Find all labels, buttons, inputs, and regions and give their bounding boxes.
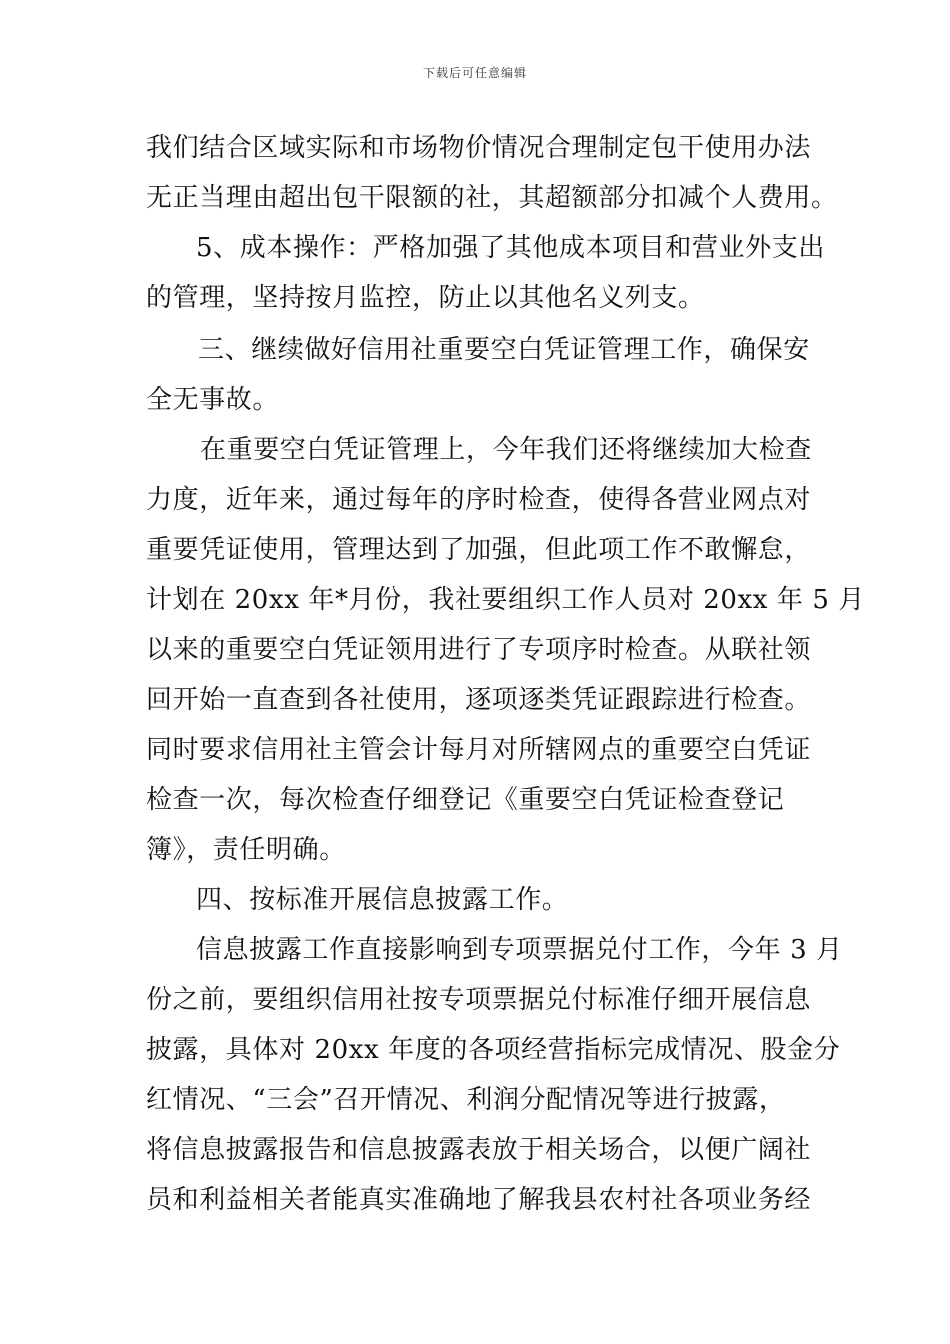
body-line: 披露，具体对 20xx 年度的各项经营指标完成情况、股金分 [146, 1035, 841, 1065]
body-line: 在重要空白凭证管理上，今年我们还将继续加大检查 [200, 435, 812, 465]
body-line: 同时要求信用社主管会计每月对所辖网点的重要空白凭证 [146, 735, 812, 765]
body-line: 回开始一直查到各社使用，逐项逐类凭证跟踪进行检查。 [146, 685, 812, 715]
body-line: 重要凭证使用，管理达到了加强，但此项工作不敢懈怠， [146, 535, 812, 565]
body-line: 力度，近年来，通过每年的序时检查，使得各营业网点对 [146, 485, 812, 515]
page-header: 下载后可任意编辑 [422, 66, 527, 80]
section-heading: 三、继续做好信用社重要空白凭证管理工作，确保安 [198, 335, 810, 365]
body-line: 的管理，坚持按月监控，防止以其他名义列支。 [146, 283, 705, 313]
body-line: 员和利益相关者能真实准确地了解我县农村社各项业务经 [146, 1185, 812, 1215]
body-line: 信息披露工作直接影响到专项票据兑付工作，今年 3 月 [196, 935, 843, 965]
body-line: 簿》，责任明确。 [146, 835, 346, 865]
body-line: 以来的重要空白凭证领用进行了专项序时检查。从联社领 [146, 635, 812, 665]
body-line: 计划在 20xx 年*月份，我社要组织工作人员对 20xx 年 5 月 [146, 585, 865, 615]
body-line: 将信息披露报告和信息披露表放于相关场合，以便广阔社 [146, 1135, 812, 1165]
body-line: 5、成本操作：严格加强了其他成本项目和营业外支出 [196, 233, 825, 263]
body-line: 我们结合区域实际和市场物价情况合理制定包干使用办法 [146, 133, 812, 163]
body-line: 检查一次，每次检查仔细登记《重要空白凭证检查登记 [146, 785, 785, 815]
section-heading: 四、按标准开展信息披露工作。 [196, 885, 569, 915]
body-line: 份之前，要组织信用社按专项票据兑付标准仔细开展信息 [146, 985, 812, 1015]
body-line: 全无事故。 [146, 385, 280, 415]
body-line: 无正当理由超出包干限额的社，其超额部分扣减个人费用。 [146, 183, 838, 213]
body-line: 红情况、“三会”召开情况、利润分配情况等进行披露， [146, 1085, 786, 1115]
